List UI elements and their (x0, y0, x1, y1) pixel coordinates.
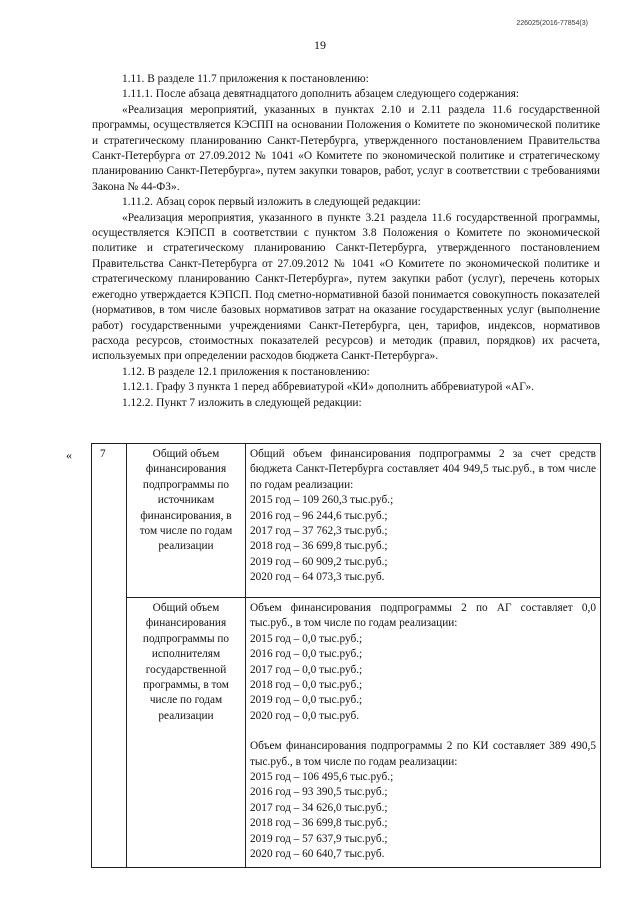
year-line: 2016 год – 0,0 тыс.руб.; (250, 648, 363, 661)
paragraph-quote-1: «Реализация мероприятий, указанных в пунктах 2.10 и 2.11 раздела 11.6 государственной программы, осуществляется КЭСПП на основании Положения о Комитете по экономической политике и стратегическому планированию Санкт-Петербурга, утвержденного постановлением Правительства Санкт-Петербурга от 27.09.2012 № 1041 «О Комитете по экономической политике и стратегическому планированию Санкт-Петербурга», путем закупки товаров, работ, услуг в соответствии с требованиями Закона № 44-ФЗ». (92, 103, 600, 193)
year-line: 2015 год – 109 260,3 тыс.руб.; (250, 494, 394, 507)
document-stamp: 226025(2016-77854(3) (516, 20, 588, 27)
paragraph-1-12: 1.12. В разделе 12.1 приложения к постановлению: (122, 365, 370, 378)
paragraph-1-11-2: 1.11.2. Абзац сорок первый изложить в следующей редакции: (122, 196, 421, 209)
financing-table (91, 443, 601, 868)
year-line: 2016 год – 96 244,6 тыс.руб.; (250, 509, 388, 522)
paragraph-quote-2: «Реализация мероприятия, указанного в пункте 3.21 раздела 11.6 государственной программы, осуществляется КЭПСП в соответствии с пунктом 3.8 Положения о Комитете по экономической политике и стратегическому планированию Санкт-Петербурга, утвержденного постановлением Правительства Санкт-Петербурга от 27.09.2012 № 1041 «О Комитете по экономической политике и стратегическому планированию Санкт-Петербурга», путем закупки работ (услуг), перечень которых ежегодно утверждается КЭПСП. Под сметно-нормативной базой понимается совокупность показателей (нормативов, в том числе базовых нормативов затрат на оказание государственных услуг (выполнение работ) государственными учреждениями Санкт-Петербурга, цен, тарифов, индексов, нормативов расхода ресурсов, стоимостных показателей ресурсов) и методик (правил, порядков) их расчета, используемых при определении расходов бюджета Санкт-Петербурга». (92, 211, 600, 363)
year-line: 2020 год – 0,0 тыс.руб. (250, 709, 360, 722)
table-row (92, 598, 601, 868)
year-line: 2017 год – 37 762,3 тыс.руб.; (250, 525, 388, 538)
row-content-executors (246, 598, 601, 868)
year-line: 2018 год – 36 699,8 тыс.руб.; (250, 817, 388, 830)
year-line: 2017 год – 0,0 тыс.руб.; (250, 663, 363, 676)
row-number-cell: 7 (92, 444, 127, 868)
paragraph-1-11: 1.11. В разделе 11.7 приложения к постановлению: (122, 73, 369, 85)
year-line: 2016 год – 93 390,5 тыс.руб.; (250, 786, 388, 799)
page-number: 19 (314, 38, 326, 52)
year-line: 2017 год – 34 626,0 тыс.руб.; (250, 801, 388, 814)
open-quote-mark: « (66, 448, 72, 462)
paragraph-1-11-1: 1.11.1. После абзаца девятнадцатого дополнить абзацем следующего содержания: (122, 88, 520, 101)
paragraph-1-12-1: 1.12.1. Графу 3 пункта 1 перед аббревиатурой «КИ» дополнить аббревиатурой «АГ». (122, 381, 535, 394)
row-content-sources (246, 444, 601, 598)
spacer (250, 724, 596, 739)
document-body (92, 72, 600, 411)
year-line: 2015 год – 106 495,6 тыс.руб.; (250, 771, 394, 784)
ag-intro: Объем финансирования подпрограммы 2 по АГ составляет 0,0 тыс.руб., в том числе по годам реализации: (250, 602, 596, 630)
year-line: 2020 год – 64 073,3 тыс.руб. (250, 571, 385, 584)
row-heading-executors: Общий объем финансирования подпрограммы по исполнителям государственной программы, в том числе по годам реализации (127, 598, 246, 868)
year-line: 2018 год – 0,0 тыс.руб.; (250, 679, 363, 692)
table-row (92, 444, 601, 598)
ki-intro: Объем финансирования подпрограммы 2 по КИ составляет 389 490,5 тыс.руб., в том числе по годам реализации: (250, 740, 596, 768)
year-line: 2020 год – 60 640,7 тыс.руб. (250, 848, 385, 861)
year-line: 2019 год – 57 637,9 тыс.руб.; (250, 832, 388, 845)
paragraph-1-12-2: 1.12.2. Пункт 7 изложить в следующей редакции: (122, 396, 362, 409)
row-heading-sources: Общий объем финансирования подпрограммы по источникам финансирования, в том числе по годам реализации (127, 444, 246, 598)
year-line: 2015 год – 0,0 тыс.руб.; (250, 632, 363, 645)
year-line: 2018 год – 36 699,8 тыс.руб.; (250, 540, 388, 553)
sources-intro: Общий объем финансирования подпрограммы 2 за счет средств бюджета Санкт-Петербурга составляет 404 949,5 тыс.руб., в том числе по годам реализации: (250, 448, 596, 491)
year-line: 2019 год – 60 909,2 тыс.руб.; (250, 555, 388, 568)
year-line: 2019 год – 0,0 тыс.руб.; (250, 694, 363, 707)
